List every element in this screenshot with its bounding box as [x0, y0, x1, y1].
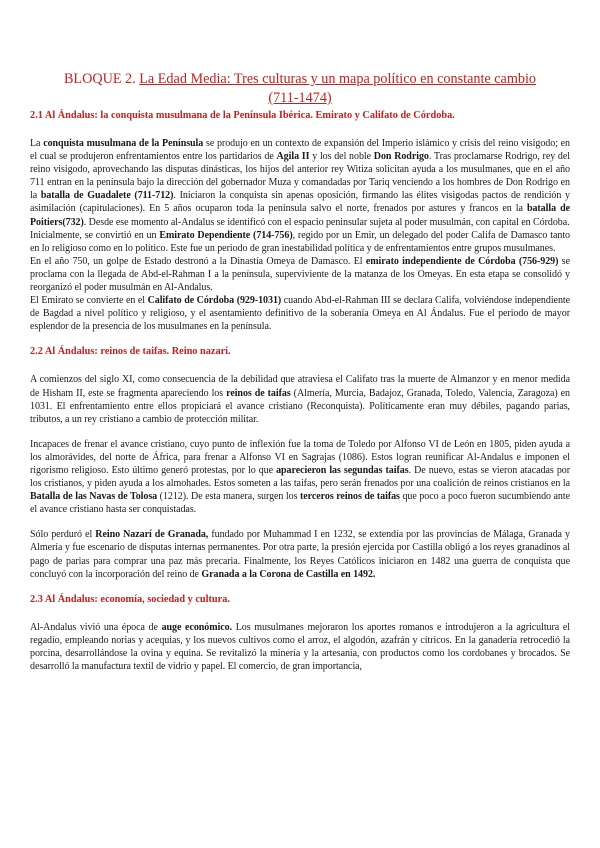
section-heading-2-2: 2.2 Al Ándalus: reinos de taifas. Reino nazarí. [30, 346, 231, 358]
paragraph-reino-nazari: Sólo perduró el Reino Nazarí de Granada, fundado por Muhammad I en 1232, se extendía por las provincias de Málaga, Granada y Almería y fue escenario de disputas internas permanentes. Por otra parte, la presión ejercida por Castilla obligó a los reyes granadinos al pago de parias para comprar una paz más precaria. Finalmente, los Reyes Católicos iniciaron en 1482 una guerra de conquista que concluyó con la incorporación del reino de Granada a la Corona de Castilla en 1492. [30, 529, 570, 580]
document-page [30, 70, 570, 673]
document-title [30, 70, 570, 108]
paragraph-conquista: La conquista musulmana de la Península se produjo en un contexto de expansión del Imperio islámico y crisis del reino visigodo; en el cual se produjeron enfrentamientos entre los partidarios de Agila II y los del noble Don Rodrigo. Tras proclamarse Rodrigo, rey del reino visigodo, aprovechando las disputas dinásticas, los hijos del anterior rey Witiza solicitan ayuda a los musulmanes, que en el año 711 entran en la península bajo la dirección del gobernador Muza y comandadas por Tariq venciendo a los hombres de Don Rodrigo en la batalla de Guadalete (711-712). Iniciaron la conquista sin apenas oposición, firmando las élites visigodas pactos de rendición y asimilación (capitulaciones). En 5 años ocuparon toda la península salvo el norte, frenados por astures y francos en la batalla de Poitiers(732). Desde ese momento al-Andalus se identificó con el espacio peninsular sujeta al poder musulmán, con capital en Córdoba. [30, 138, 571, 228]
paragraph-emirato-independiente: En el año 750, un golpe de Estado destronó a la Dinastía Omeya de Damasco. El emirato independiente de Córdoba (756-929) se proclama con la llegada de Abd-el-Rahman I a la península, superviviente de la matanza de los Omeyas. En esta etapa se consolidó y reorganizó el poder musulmán en Al-Andalus. [30, 255, 570, 294]
paragraph-califato: El Emirato se convierte en el Califato de Córdoba (929-1031) cuando Abd-el-Rahman III se declara Califa, volviéndose independiente de Bagdad a nivel político y religioso, y el asentamiento definitivo de la soberanía Omeya en Al Ándalus. Fue el periodo de mayor esplendor de la presencia de los musulmanes en la península. [30, 295, 571, 333]
paragraph-economia: Al-Andalus vivió una época de auge económico. Los musulmanes mejoraron los aportes romanos e introdujeron a la agricultura el regadío, empleando norias y acequias, y los nuevos cultivos como el arroz, el algodón, azafrán y cítricos. En la ganadería retrocedió la porcina, desarrollándose la ovina y equina. Se revitalizó la minería y la artesanía, con productos como los cordobanes y brocados. Se desarrolló la manufactura textil de vidrio y papel. El comercio, de gran importancia, [30, 621, 570, 672]
section-heading-2-1: 2.1 Al Ándalus: la conquista musulmana de la Península Ibérica. Emirato y Califato de Córdoba. [30, 110, 455, 121]
paragraph-taifas: A comienzos del siglo XI, como consecuencia de la debilidad que atraviesa el Califato tras la muerte de Almanzor y en menor medida de Hisham II, este se fragmenta apareciendo los reinos de taifas (Almería, Murcia, Badajoz, Granada, Toledo, Valencia, Zaragoza) en 1031. El enfrentamiento entre ellos propiciará el avance cristiano (Reconquista). Políticamente eran muy débiles, pagando parias, tributos, a un rey cristiano a cambio de protección militar. [30, 374, 570, 425]
paragraph-emirato-dependiente: Inicialmente, se convirtió en un Emirato Dependiente (714-756), regido por un Emir, un delegado del poder Califa de Damasco tanto en lo religioso como en lo político. Este fue un periodo de gran inestabilidad política y de enfrentamientos entre grupos musulmanes. [30, 229, 570, 254]
section-heading-2-3: 2.3 Al Ándalus: economía, sociedad y cultura. [30, 593, 230, 605]
block-dates: (711-1474) [268, 90, 332, 106]
block-title: La Edad Media: Tres culturas y un mapa político en constante cambio [139, 71, 537, 87]
block-label: BLOQUE 2. [63, 71, 136, 87]
paragraph-almoravides: Incapaces de frenar el avance cristiano, cuyo punto de inflexión fue la toma de Toledo por Alfonso VI de León en 1805, piden ayuda a los almorávides, del norte de África, para frenar a Alfonso VI en Sagrajas (1086). Estos logran reunificar Al-Andalus e imponen el rigorismo religioso. Esto último generó protestas, por lo que aparecieron las segundas taifas. De nuevo, estas se vieron atacadas por los cristianos, y piden ayuda a los almohades. Estos someten a las taifas, pero serán frenados por una coalición de reinos cristianos en la Batalla de las Navas de Tolosa (1212). De esta manera, surgen los terceros reinos de taifas que poco a poco fueron sucumbiendo ante el avance cristiano hasta ser conquistadas. [30, 438, 571, 516]
